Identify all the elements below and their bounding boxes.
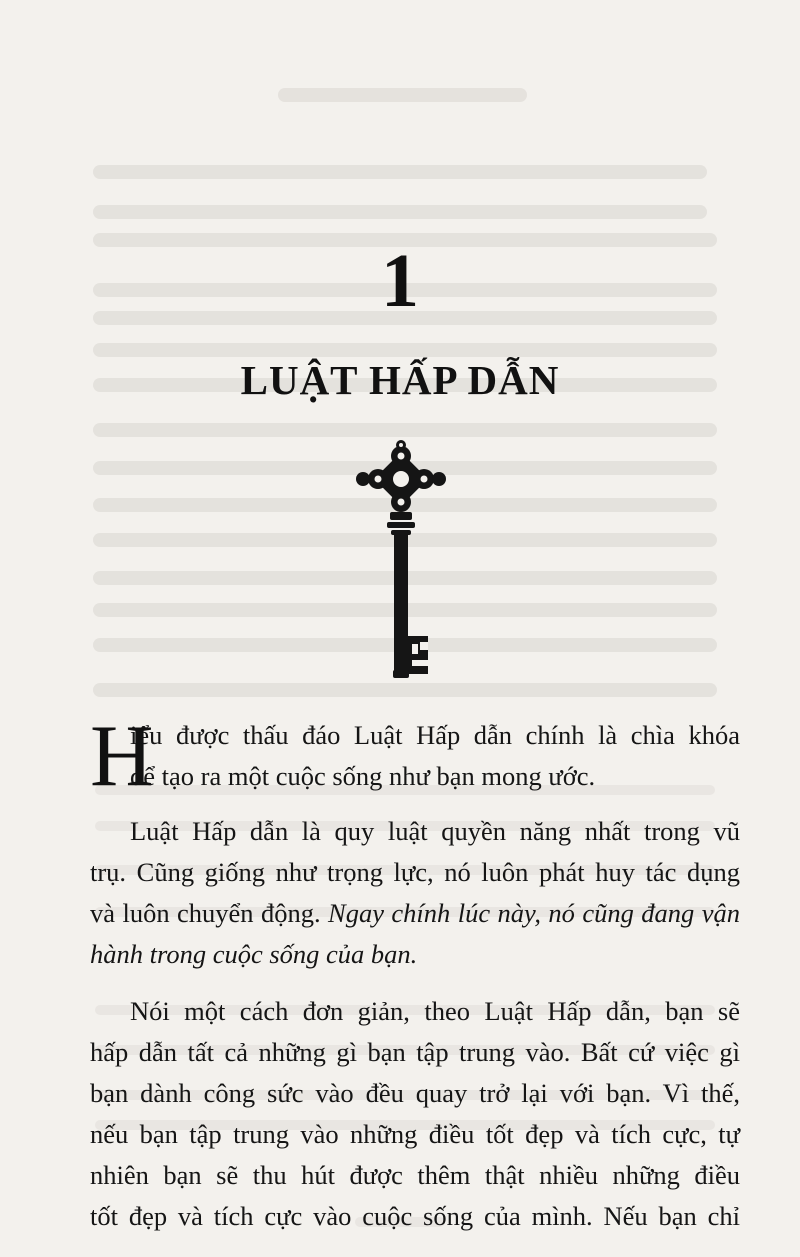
- paragraph-line: trụ. Cũng giống như trọng lực, nó luôn phát huy tác dụng: [90, 857, 740, 887]
- paragraph-line: bạn dành công sức vào đều quay trở lại với bạn. Vì thế,: [90, 1078, 740, 1108]
- paragraph-line: Luật Hấp dẫn là quy luật quyền năng nhất trong vũ: [130, 816, 740, 846]
- paragraph-line: Nói một cách đơn giản, theo Luật Hấp dẫn, bạn sẽ: [130, 996, 740, 1026]
- paragraph: [90, 811, 740, 975]
- paragraph-line: [90, 934, 740, 975]
- paragraph-line: tốt đẹp và tích cực vào cuộc sống của mình. Nếu bạn chỉ: [90, 1201, 740, 1231]
- paragraph-line: iểu được thấu đáo Luật Hấp dẫn chính là chìa khóa: [130, 720, 740, 750]
- chapter-body: [90, 708, 740, 1253]
- italic-emphasis: Ngay chính lúc này, nó cũng đang vận: [328, 898, 740, 928]
- paragraph-line: nhiên bạn sẽ thu hút được thêm thật nhiều những điều: [90, 1160, 740, 1190]
- italic-emphasis: hành trong cuộc sống của bạn.: [90, 939, 418, 969]
- paragraph-line: hấp dẫn tất cả những gì bạn tập trung vào. Bất cứ việc gì: [90, 1037, 740, 1067]
- chapter-title: LUẬT HẤP DẪN: [240, 357, 560, 403]
- drop-cap: H: [90, 708, 154, 805]
- skeleton-key-icon: [354, 440, 448, 685]
- paragraph-line: để tạo ra một cuộc sống như bạn mong ước.: [130, 761, 596, 791]
- paragraph-line: [90, 893, 740, 934]
- paragraph: [90, 991, 740, 1237]
- chapter-number: 1: [381, 239, 419, 323]
- opening-paragraph: [90, 708, 740, 805]
- paragraph-line-start: và luôn chuyển động.: [90, 898, 329, 928]
- paragraph-line: nếu bạn tập trung vào những điều tốt đẹp và tích cực, tự: [90, 1119, 740, 1149]
